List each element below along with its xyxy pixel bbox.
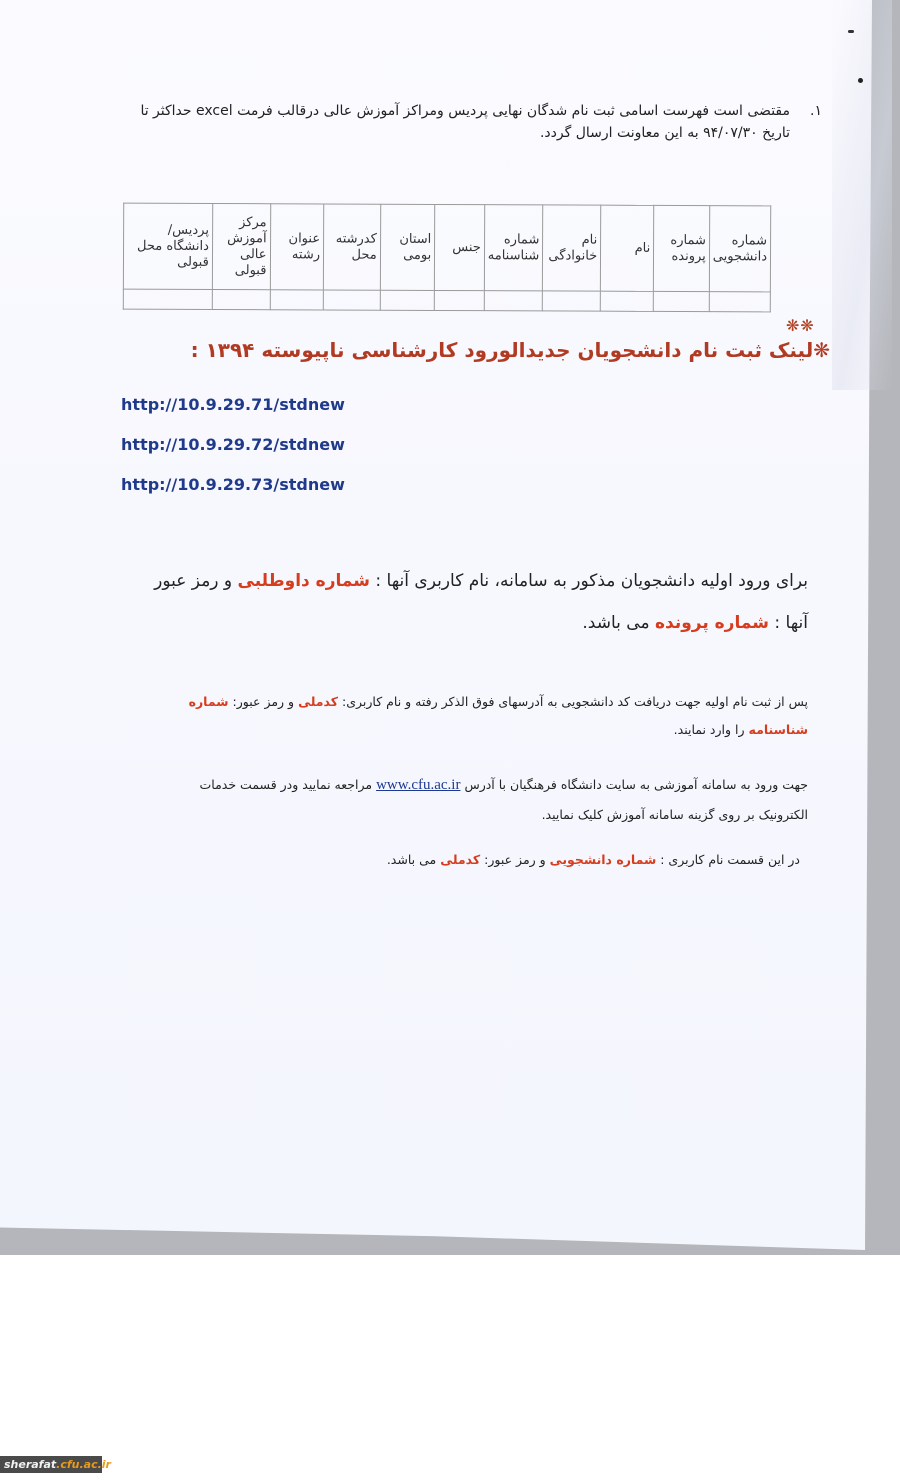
student-code-paragraph [160,688,808,744]
instruction-item-1 [130,100,822,144]
university-website-link[interactable]: www.cfu.ac.ir [376,777,461,793]
text-run: در این قسمت نام کاربری : [656,852,800,867]
registration-table [123,203,771,313]
table-cell [323,290,380,310]
registration-links-heading: ❋لینک ثبت نام دانشجویان جدیدالورود کارشناسی ناپیوسته ۱۳۹۴ : [190,338,830,362]
education-system-paragraph [160,770,808,830]
login-credentials-paragraph [128,560,808,644]
text-run: و رمز عبور: [480,852,550,867]
text-run: پس از ثبت نام اولیه جهت دریافت کد دانشجویی به آدرسهای فوق الذکر رفته و نام کاربری: [338,694,808,709]
text-run: را وارد نمایند. [673,722,749,737]
table-cell [270,290,324,310]
item-number: ۱. [810,103,822,119]
text-run: جهت ورود به سامانه آموزشی به سایت دانشگاه فرهنگیان با آدرس [460,777,808,792]
col-first-name: نام [601,205,654,291]
table-cell [543,291,601,311]
username-highlight: شماره دانشجویی [549,852,657,867]
table-cell [709,292,770,312]
table-cell [654,291,710,311]
col-home-province: استان بومی [380,204,435,290]
col-last-name: نام خانوادگی [543,205,601,291]
table-cell [600,291,653,311]
watermark-domain: .cfu.ac.ir [56,1458,111,1471]
username-highlight: کدملی [298,694,339,709]
text-run: می باشد. [582,613,655,633]
registration-link-3[interactable]: http://10.9.29.73/stdnew [121,475,345,494]
password-highlight: شماره شناسنامه [188,694,808,737]
site-watermark [0,1456,111,1473]
table-cell [435,290,485,310]
speck-mark [848,30,854,33]
registration-link-1[interactable]: http://10.9.29.71/stdnew [121,395,345,414]
table-cell [380,290,435,310]
col-student-number: شماره دانشجویی [709,206,771,292]
username-highlight: شماره داوطلبی [237,571,370,591]
password-highlight: کدملی [440,852,481,867]
col-file-number: شماره پرونده [654,205,710,291]
col-id-number: شماره شناسنامه [484,205,543,291]
text-run: و رمز عبور: [228,694,299,709]
col-gender: جنس [435,204,485,290]
speck-mark [858,78,863,83]
item-text: مقتضی است فهرست اسامی ثبت نام شدگان نهایی پردیس ومراکز آموزش عالی درقالب فرمت excel حداکثر تا تاریخ ۹۴/۰۷/۳۰ به این معاونت ارسال گردد. [140,103,790,141]
col-accepted-campus: پردیس/دانشگاه محل قبولی [123,203,212,289]
registration-link-2[interactable]: http://10.9.29.72/stdnew [121,435,345,454]
table-header-row [123,203,770,292]
text-run: مراجعه نمایید ودر قسمت خدمات الکترونیک بر روی گزینه سامانه آموزش کلیک نمایید. [199,777,808,822]
table-row [123,289,770,312]
table-cell [484,291,543,311]
password-highlight: شماره پرونده [654,613,769,633]
table-cell [212,289,270,309]
text-run: می باشد. [386,852,441,867]
text-run: برای ورود اولیه دانشجویان مذکور به سامانه، نام کاربری آنها : [369,571,808,591]
registration-links-list [121,394,345,514]
col-field-title: عنوان رشته [270,204,324,290]
text-run: و رمز عبور آنها : [154,571,808,633]
table-cell [123,289,212,309]
asterisk-ornament-icon: ❋❋ [786,316,815,335]
col-field-code: کدرشته محل [323,204,380,290]
col-accepted-center: مرکز آموزش عالی قبولی [212,203,270,289]
system-login-paragraph [350,848,800,872]
watermark-name: sherafat [4,1458,57,1471]
